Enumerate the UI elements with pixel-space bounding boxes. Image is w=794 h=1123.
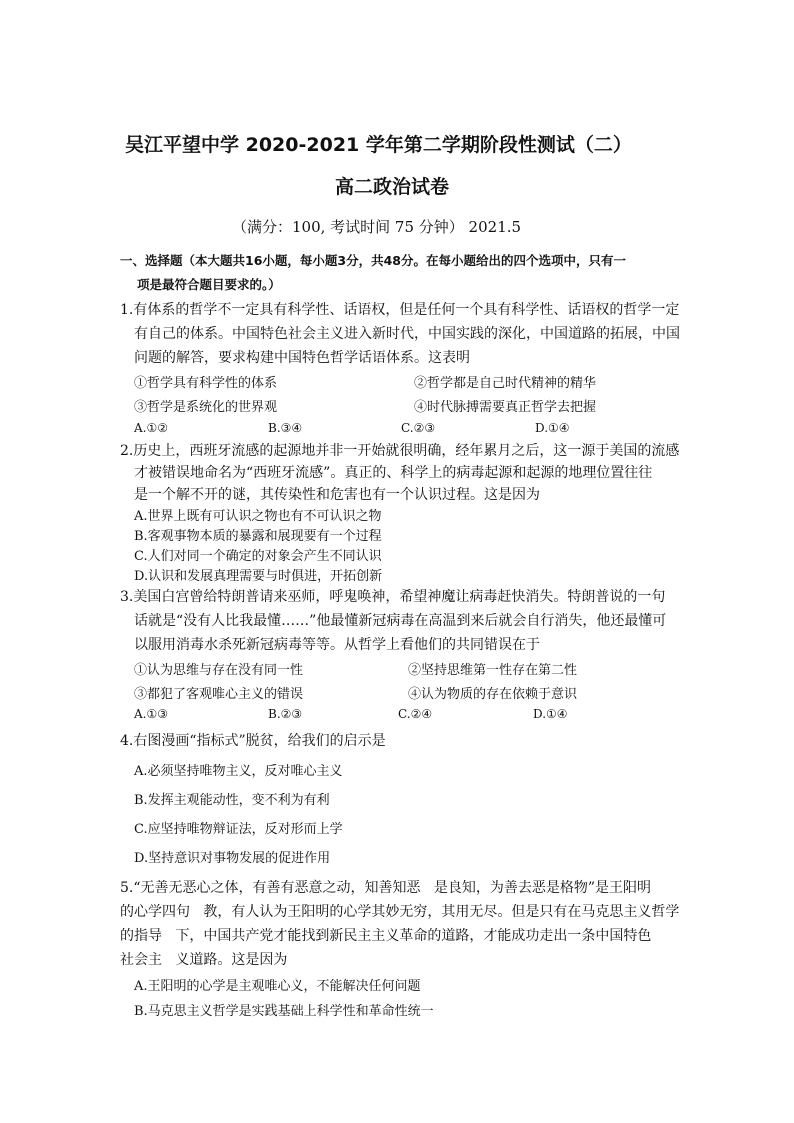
q1-item: ④时代脉搏需要真正哲学去把握	[414, 400, 597, 415]
q1-choice-b: B.③④	[268, 421, 303, 435]
q2-stem-line: 是一个解不开的谜，其传染性和危害也有一个认识过程。这是因为	[134, 487, 540, 503]
q3-item: ①认为思维与存在没有同一性	[134, 663, 304, 678]
q2-option-b: B.客观事物本质的暴露和展现要有一个过程	[134, 529, 382, 544]
q5-option-b: B.马克思主义哲学是实践基础上科学性和革命性统一	[134, 1004, 434, 1019]
q5-option-a: A.王阳明的心学是主观唯心义，不能解决任何问题	[134, 979, 421, 994]
q4-option-a: A.必须坚持唯物主义，反对唯心主义	[134, 764, 343, 779]
exam-subtitle: 高二政治试卷	[335, 176, 450, 198]
q2-stem-line: 才被错误地命名为“西班牙流感”。真正的、科学上的病毒起源和起源的地理位置往往	[134, 465, 653, 481]
q3-item: ②坚持思维第一性存在第二性	[408, 663, 578, 678]
section-heading: 一、选择题（本大题共16小题，每小题3分，共48分。在每小题给出的四个选项中，只有一	[120, 253, 626, 268]
q3-item: ④认为物质的存在依赖于意识	[408, 687, 578, 702]
q3-stem-line: 3.美国白宫曾给特朗普请来巫师，呼鬼唤神，希望神魔让病毒赶快消失。特朗普说的一句	[120, 589, 666, 605]
q4-option-d: D.坚持意识对事物发展的促进作用	[134, 851, 331, 866]
q4-option-b: B.发挥主观能动性，变不利为有利	[134, 793, 330, 808]
q5-stem-line: 的指导 下，中国共产党才能找到新民主主义革命的道路，才能成功走出一条中国特色	[120, 928, 652, 944]
q2-option-d: D.认识和发展真理需要与时俱进，开拓创新	[134, 569, 383, 584]
q3-choice-c: C.②④	[398, 707, 433, 721]
q1-stem-line: 1.有体系的哲学不一定具有科学性、话语权，但是任何一个具有科学性、话语权的哲学一定	[120, 302, 680, 318]
q2-stem-line: 2.历史上，西班牙流感的起源地并非一开始就很明确，经年累月之后，这一源于美国的流感	[120, 443, 680, 459]
exam-info: （满分：100, 考试时间 75 分钟） 2021.5	[232, 218, 522, 236]
q1-stem-line: 有自己的体系。中国特色社会主义进入新时代，中国实践的深化，中国道路的拓展，中国	[134, 326, 680, 342]
q3-choice-a: A.①③	[134, 707, 168, 721]
q1-item: ②哲学都是自己时代精神的精华	[414, 376, 597, 391]
exam-title: 吴江平望中学 2020-2021 学年第二学期阶段性测试（二）	[125, 134, 632, 156]
q1-choice-d: D.①④	[535, 421, 570, 435]
q5-stem-line: 社会主 义道路。这是因为	[120, 952, 288, 968]
q3-choice-d: D.①④	[533, 707, 568, 721]
q1-choice-c: C.②③	[401, 421, 436, 435]
q1-item: ③哲学是系统化的世界观	[134, 400, 278, 415]
q5-stem-line: 5.“无善无恶心之体，有善有恶意之动，知善知恶 是良知，为善去恶是格物”是王阳明	[120, 880, 652, 896]
q2-option-a: A.世界上既有可认识之物也有不可认识之物	[134, 509, 382, 524]
q4-option-c: C.应坚持唯物辩证法，反对形而上学	[134, 822, 343, 837]
q5-stem-line: 的心学四句 教，有人认为王阳明的心学其妙无穷，其用无尽。但是只有在马克思主义哲学	[120, 904, 680, 920]
q1-choice-a: A.①②	[134, 421, 168, 435]
q3-stem-line: 以服用消毒水杀死新冠病毒等等。从哲学上看他们的共同错误在于	[134, 637, 540, 653]
q3-item: ③都犯了客观唯心主义的错误	[134, 687, 304, 702]
q1-stem-line: 问题的解答，要求构建中国特色哲学话语体系。这表明	[134, 350, 470, 366]
q3-choice-b: B.②③	[268, 707, 303, 721]
q4-stem: 4.右图漫画“指标式”脱贫，给我们的启示是	[120, 733, 386, 749]
q1-item: ①哲学具有科学性的体系	[134, 376, 278, 391]
section-heading-cont: 项是最符合题目要求的。）	[137, 277, 281, 292]
q2-option-c: C.人们对同一个确定的对象会产生不同认识	[134, 549, 382, 564]
q3-stem-line: 话就是“没有人比我最懂……”他最懂新冠病毒在高温到来后就会自行消失，他还最懂可	[134, 613, 667, 629]
